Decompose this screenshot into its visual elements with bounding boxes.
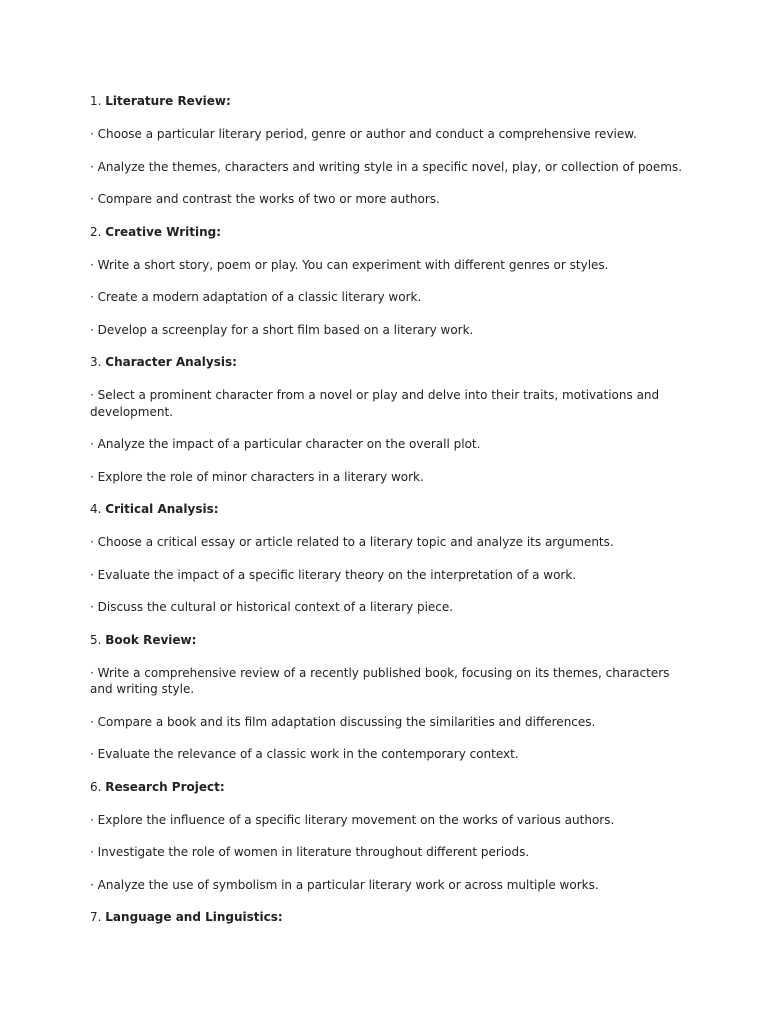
section-number: 3.: [90, 355, 102, 369]
section-number: 1.: [90, 94, 102, 108]
bullet-item: · Create a modern adaptation of a classic literary work.: [90, 290, 422, 304]
section-character-analysis: [90, 354, 690, 485]
bullet-item: · Write a comprehensive review of a recently published book, focusing on its themes, characters and writing style.: [90, 665, 670, 696]
section-literature-review: [90, 93, 690, 208]
section-title: Book Review:: [105, 632, 197, 647]
bullet-item: · Write a short story, poem or play. You can experiment with different genres or styles.: [90, 257, 609, 272]
section-number: 7.: [90, 910, 102, 924]
section-heading: [90, 909, 690, 925]
section-title: Character Analysis:: [105, 355, 237, 369]
bullet-item: · Investigate the role of women in literature throughout different periods.: [90, 845, 530, 859]
section-heading: [90, 224, 690, 240]
bullet-item: · Compare and contrast the works of two or more authors.: [90, 192, 440, 206]
section-number: 6.: [90, 779, 102, 794]
section-research-project: [90, 779, 690, 894]
bullet-item: · Choose a critical essay or article related to a literary topic and analyze its arguments.: [90, 535, 614, 549]
section-number: 4.: [90, 502, 102, 516]
section-heading: [90, 632, 690, 648]
bullet-item: · Explore the role of minor characters in a literary work.: [90, 469, 424, 484]
section-heading: [90, 354, 690, 370]
section-title: Language and Linguistics:: [105, 910, 283, 924]
section-creative-writing: [90, 224, 690, 339]
section-title: Critical Analysis:: [105, 502, 219, 516]
bullet-item: · Analyze the themes, characters and writing style in a specific novel, play, or collection of poems.: [90, 159, 683, 174]
bullet-item: · Analyze the impact of a particular character on the overall plot.: [90, 437, 481, 451]
bullet-item: · Discuss the cultural or historical context of a literary piece.: [90, 600, 454, 614]
bullet-item: · Choose a particular literary period, genre or author and conduct a comprehensive review.: [90, 127, 637, 141]
bullet-item: · Develop a screenplay for a short film based on a literary work.: [90, 322, 474, 337]
section-heading: [90, 779, 690, 795]
section-title: Research Project:: [105, 779, 225, 794]
bullet-item: · Explore the influence of a specific literary movement on the works of various authors.: [90, 812, 615, 827]
section-number: 5.: [90, 632, 102, 647]
bullet-item: · Analyze the use of symbolism in a particular literary work or across multiple works.: [90, 877, 599, 892]
section-title: Literature Review:: [105, 94, 231, 108]
section-heading: [90, 93, 690, 109]
bullet-item: · Compare a book and its film adaptation discussing the similarities and differences.: [90, 714, 596, 729]
section-number: 2.: [90, 224, 102, 239]
section-book-review: [90, 632, 690, 763]
bullet-item: · Evaluate the relevance of a classic work in the contemporary context.: [90, 747, 519, 761]
bullet-item: · Select a prominent character from a novel or play and delve into their traits, motivations and development.: [90, 388, 660, 419]
bullet-item: · Evaluate the impact of a specific literary theory on the interpretation of a work.: [90, 567, 577, 582]
section-heading: [90, 501, 690, 517]
section-title: Creative Writing:: [105, 224, 222, 239]
section-language-and-linguistics: [90, 909, 690, 925]
section-critical-analysis: [90, 501, 690, 616]
document-body: [90, 93, 690, 942]
